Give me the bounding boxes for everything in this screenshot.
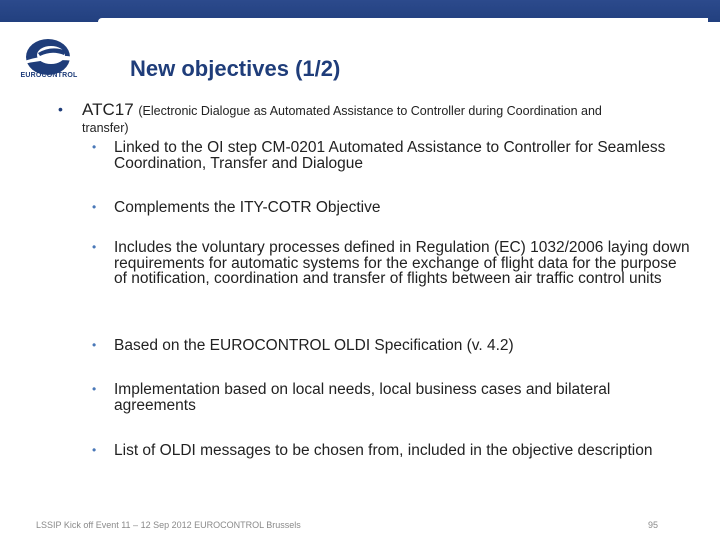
list-item-text: Complements the ITY-COTR Objective [114,199,381,216]
list-item [92,382,692,413]
bullet-icon: • [92,338,97,352]
list-item [92,338,692,354]
main-bullet-line [82,100,698,121]
list-item-text: Includes the voluntary processes defined in Regulation (EC) 1032/2006 laying down requirements for automatic systems for the exchange of flight data for the purpose of notification, coordination and transfer of flights between air traffic control units [114,239,690,287]
main-bullet [58,100,698,135]
list-item-text: List of OLDI messages to be chosen from, included in the objective description [114,442,653,459]
list-item [92,140,692,171]
bullet-icon: • [92,140,97,154]
objective-description-cont: transfer) [82,121,129,135]
list-item-text: Implementation based on local needs, local business cases and bilateral agreements [114,381,611,414]
list-item-text: Linked to the OI step CM-0201 Automated Assistance to Controller for Seamless Coordination, Transfer and Dialogue [114,139,666,172]
bullet-icon: • [92,443,97,457]
list-item [92,200,692,216]
footer-text: LSSIP Kick off Event 11 – 12 Sep 2012 EUROCONTROL Brussels [36,520,301,530]
list-item [92,240,692,287]
objective-code: ATC17 [82,100,134,119]
header-bar-notch [98,18,708,26]
page-title: New objectives (1/2) [130,56,341,81]
page-number: 95 [648,520,659,530]
bullet-icon: • [92,200,97,214]
list-item-text: Based on the EUROCONTROL OLDI Specification (v. 4.2) [114,337,514,354]
bullet-icon: • [58,101,63,117]
logo-label: EUROCONTROL [20,72,78,79]
list-item [92,443,692,459]
bullet-icon: • [92,240,97,254]
bullet-icon: • [92,382,97,396]
objective-description: (Electronic Dialogue as Automated Assistance to Controller during Coordination and [138,104,602,118]
